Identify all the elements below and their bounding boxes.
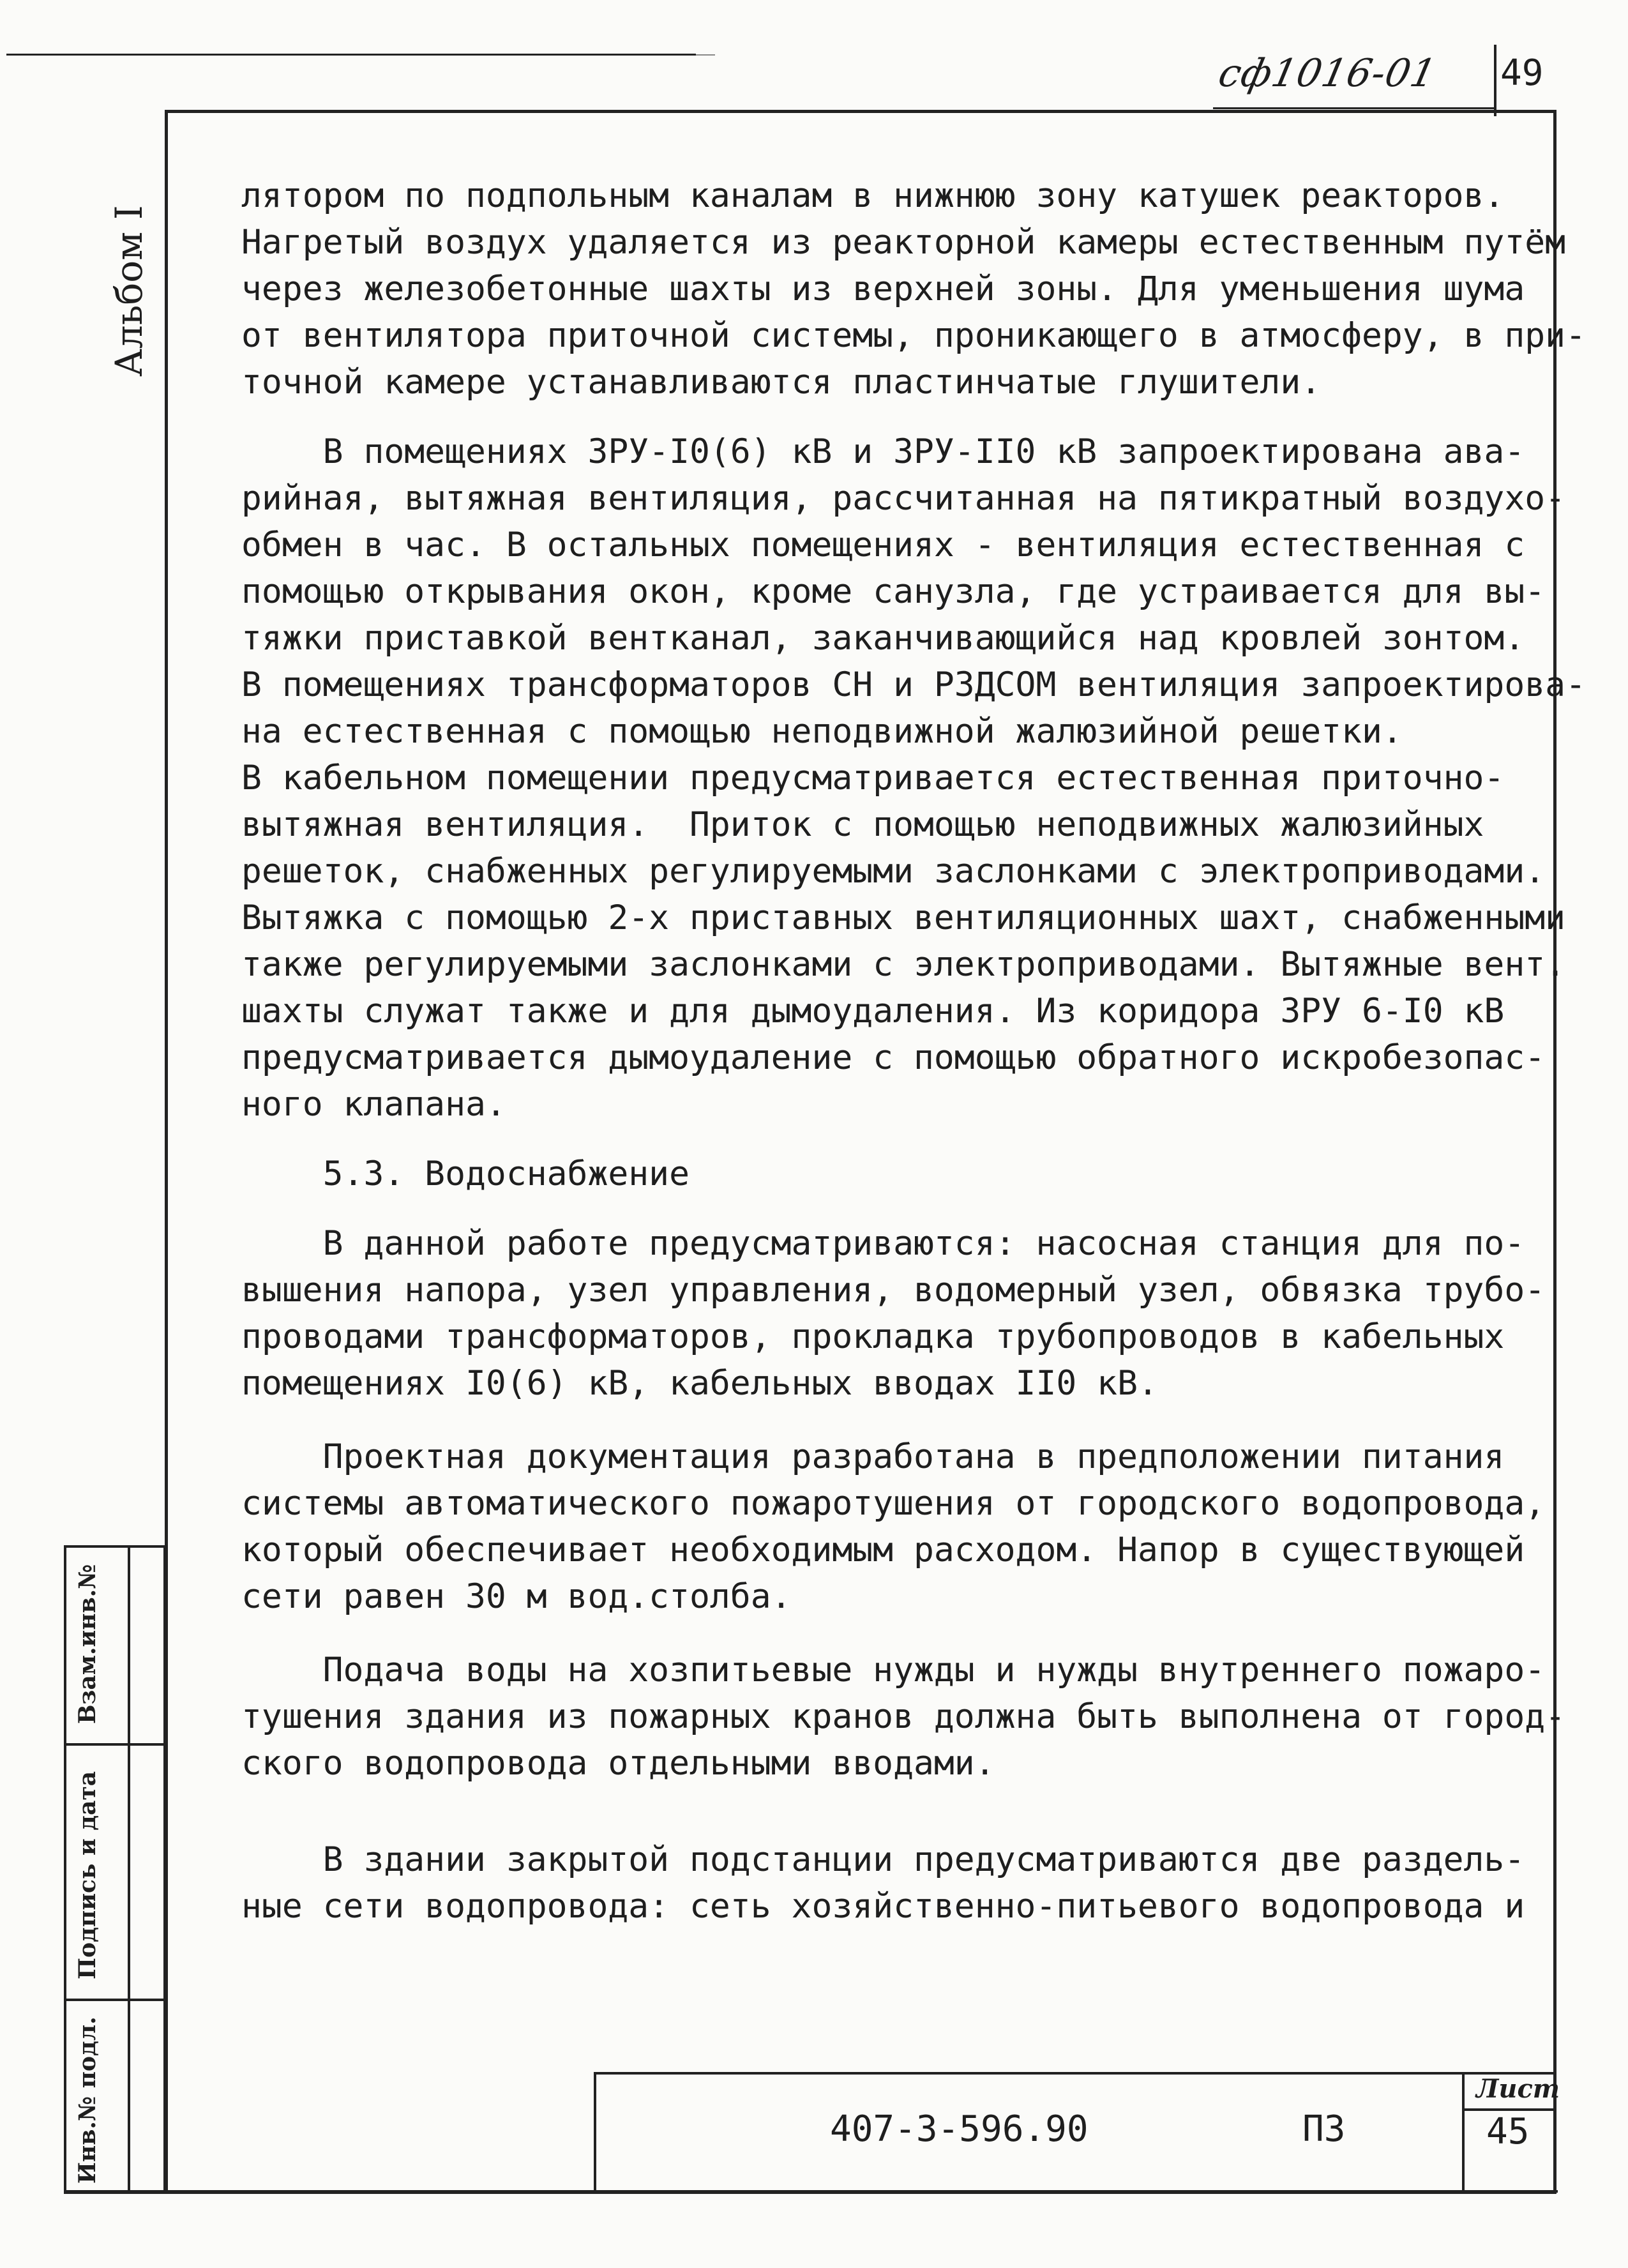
text-line: системы автоматического пожаротушения от городского водопровода, xyxy=(241,1484,1546,1523)
stamp-vzam-label: Взам.инв.№ xyxy=(74,1564,101,1724)
top-rule xyxy=(6,54,696,56)
text-line: В помещениях трансформаторов СН и РЗДСОМ вентиляция запроектирова- xyxy=(241,665,1586,704)
text-line: сети равен 30 м вод.столба. xyxy=(241,1577,792,1616)
top-rule-tail xyxy=(696,54,715,56)
album-label: Альбом I xyxy=(107,205,151,377)
text-line: обмен в час. В остальных помещениях - вентиляция естественная с xyxy=(241,525,1525,564)
sheet-number: 45 xyxy=(1486,2111,1530,2152)
text-line: на естественная с помощью неподвижной жалюзийной решетки. xyxy=(241,712,1403,751)
text-line: Проектная документация разработана в предположении питания xyxy=(241,1437,1505,1476)
text-line: шахты служат также и для дымоудаления. Из коридора ЗРУ 6-I0 кВ xyxy=(241,992,1505,1031)
text-line: ные сети водопровода: сеть хозяйственно-питьевого водопровода и xyxy=(241,1887,1525,1926)
text-line: тушения здания из пожарных кранов должна быть выполнена от город- xyxy=(241,1697,1566,1736)
text-line: также регулируемыми заслонками с электроприводами. Вытяжные вент. xyxy=(241,945,1566,984)
document-section: ПЗ xyxy=(1302,2108,1346,2150)
handwritten-underline xyxy=(1213,107,1494,109)
text-line: помещениях I0(6) кВ, кабельных вводах II0 кВ. xyxy=(241,1364,1158,1403)
paragraph-4 xyxy=(241,1433,1546,1620)
bottom-rule xyxy=(64,2190,1558,2193)
text-line: вышения напора, узел управления, водомерный узел, обвязка трубо- xyxy=(241,1271,1546,1310)
text-line: В данной работе предусматриваются: насосная станция для по- xyxy=(241,1224,1525,1263)
text-line: помощью открывания окон, кроме санузла, где устраивается для вы- xyxy=(241,572,1546,611)
section-heading: 5.3. Водоснабжение xyxy=(241,1154,690,1193)
text-line: лятором по подпольным каналам в нижнюю зону катушек реакторов. xyxy=(241,176,1505,215)
text-line: который обеспечивает необходимым расходом. Напор в существующей xyxy=(241,1531,1525,1569)
text-line: тяжки приставкой вентканал, заканчивающийся над кровлей зонтом. xyxy=(241,619,1525,658)
text-line: Подача воды на хозпитьевые нужды и нужды внутреннего пожаро- xyxy=(241,1651,1546,1690)
title-block-divider xyxy=(1462,2072,1465,2193)
text-line: рийная, вытяжная вентиляция, рассчитанная на пятикратный воздухо- xyxy=(241,479,1566,518)
text-line: В кабельном помещении предусматривается естественная приточно- xyxy=(241,759,1505,798)
title-block-left xyxy=(594,2072,596,2193)
paragraph-5 xyxy=(241,1647,1566,1787)
stamp-inventory-label: Инв.№ подл. xyxy=(74,2016,101,2184)
text-line: решеток, снабженных регулируемыми заслонками с электроприводами. xyxy=(241,852,1546,891)
text-line: от вентилятора приточной системы, проникающего в атмосферу, в при- xyxy=(241,316,1586,355)
paragraph-1 xyxy=(241,172,1586,405)
page-number-divider xyxy=(1494,45,1496,116)
document-code: 407-3-596.90 xyxy=(830,2108,1089,2150)
paragraph-3 xyxy=(241,1220,1546,1407)
text-line: ного клапана. xyxy=(241,1085,506,1124)
stamp-signature-label: Подпись и дата xyxy=(74,1771,101,1979)
text-line: проводами трансформаторов, прокладка трубопроводов в кабельных xyxy=(241,1317,1505,1356)
text-line: через железобетонные шахты из верхней зоны. Для уменьшения шума xyxy=(241,269,1525,308)
stamp-row-divider xyxy=(64,1999,166,2001)
text-line: Вытяжка с помощью 2-х приставных вентиляционных шахт, снабженными xyxy=(241,898,1566,937)
text-line: вытяжная вентиляция. Приток с помощью неподвижных жалюзийных xyxy=(241,805,1484,844)
title-block-top xyxy=(594,2072,1556,2075)
stamp-row-divider xyxy=(64,1743,166,1746)
paragraph-6 xyxy=(241,1836,1531,1930)
paragraph-2 xyxy=(241,428,1586,1128)
text-line: В здании закрытой подстанции предусматриваются две раздель- xyxy=(241,1840,1525,1879)
text-line: точной камере устанавливаются пластинчатые глушители. xyxy=(241,363,1322,402)
text-line: Нагретый воздух удаляется из реакторной камеры естественным путём xyxy=(241,223,1566,262)
handwritten-archive-code: сф1016-01 xyxy=(1214,51,1441,96)
sheet-label: Лист xyxy=(1476,2074,1560,2104)
stamp-divider xyxy=(128,1545,130,2194)
text-line: В помещениях ЗРУ-I0(6) кВ и ЗРУ-II0 кВ запроектирована ава- xyxy=(241,432,1525,471)
page-number: 49 xyxy=(1500,52,1544,94)
text-line: предусматривается дымоудаление с помощью обратного искробезопас- xyxy=(241,1038,1546,1077)
document-body xyxy=(241,172,1586,1930)
text-line: ского водопровода отдельными вводами. xyxy=(241,1744,995,1783)
